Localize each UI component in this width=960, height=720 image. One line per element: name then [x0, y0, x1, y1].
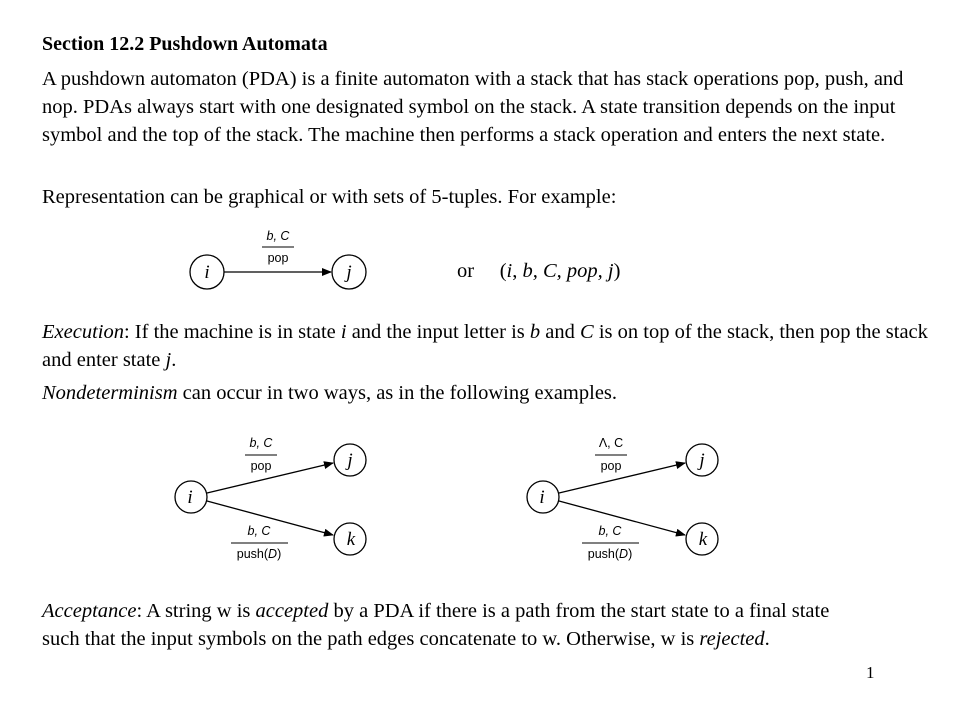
state-i-label: i: [204, 262, 210, 283]
upper-edge-label-bottom: pop: [250, 459, 272, 473]
acceptance-term: Acceptance: [42, 600, 137, 622]
state-j-label: j: [346, 262, 352, 283]
representation-paragraph: Representation can be graphical or with sets of 5-tuples. For example:: [42, 186, 617, 208]
tuple-notation: [457, 257, 620, 285]
state-j-label: j: [347, 450, 353, 471]
nondeterminism-diagram-1: [175, 436, 366, 561]
state-k-label: k: [698, 529, 708, 550]
nondeterminism-term: Nondeterminism: [42, 382, 178, 404]
tuple-rest: b, C, pop, j: [522, 260, 614, 282]
section-title: Section 12.2 Pushdown Automata: [42, 33, 328, 55]
state-i-label: i: [187, 487, 193, 508]
lower-edge-label-top: b, C: [598, 524, 622, 538]
tuple-sep: ,: [512, 260, 523, 282]
transition-arrow-lower: [559, 501, 685, 535]
state-i-label: i: [539, 487, 545, 508]
upper-edge-label-bottom: pop: [600, 459, 622, 473]
acceptance-paragraph: Acceptance: A string w is accepted by a PDA if there is a path from the start state to a final state such that the input symbols on the path edges concatenate to w. Otherwise, w is rejected.: [42, 600, 830, 650]
tuple-state: i: [506, 260, 513, 282]
state-j-label: j: [699, 450, 705, 471]
transition-diagram-single: [190, 229, 366, 289]
tuple-close: ): [613, 260, 621, 282]
lower-edge-label-top: b, C: [247, 524, 271, 538]
upper-edge-label-top: b, C: [249, 436, 273, 450]
edge-label-top: b, C: [266, 229, 290, 243]
nondeterminism-paragraph: Nondeterminism can occur in two ways, as in the following examples.: [42, 382, 618, 404]
edge-label-bottom: pop: [267, 251, 289, 265]
execution-term: Execution: [42, 321, 124, 343]
lower-edge-label-bottom: push(D): [236, 547, 282, 561]
intro-paragraph: A pushdown automaton (PDA) is a finite automaton with a stack that has stack operations pop, push, and nop. PDAs always start with one designated symbol on the stack. A state transition depends on the input symbol and the top of the stack. The machine then performs a stack operation and enters the next state.: [42, 68, 904, 146]
transition-arrow-upper: [559, 463, 685, 493]
upper-edge-label-top: Λ, C: [598, 436, 624, 450]
lower-edge-label-bottom: push(D): [587, 547, 633, 561]
page-number: 1: [866, 663, 875, 682]
or-word: or: [457, 260, 475, 282]
tuple-open: (: [499, 260, 507, 282]
state-k-label: k: [346, 529, 356, 550]
nondeterminism-diagram-2: [527, 436, 718, 561]
execution-paragraph: Execution: If the machine is in state i and the input letter is b and C is on top of the stack, then pop the stack and enter state j.: [42, 321, 928, 371]
